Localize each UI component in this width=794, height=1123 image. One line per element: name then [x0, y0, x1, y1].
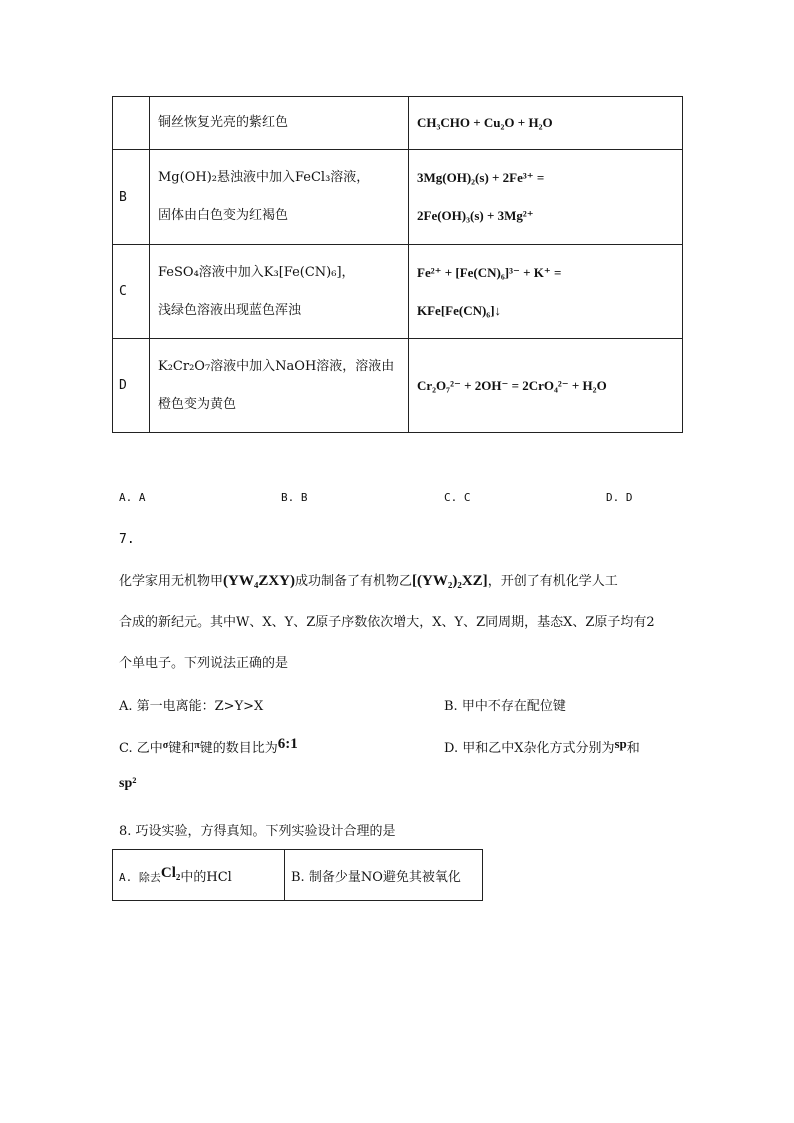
- description-line: 橙色变为黄色: [158, 396, 237, 412]
- row-description: [150, 97, 409, 150]
- row-letter: [113, 97, 150, 150]
- row-equation: [409, 97, 683, 150]
- cl2-formula: Cl₂: [160, 865, 181, 881]
- q8-stem: 8. 巧设实验，方得真知。下列实验设计合理的是: [119, 824, 396, 839]
- q6-option-a[interactable]: A. A: [119, 491, 146, 504]
- equation-line: Fe²⁺ + [Fe(CN)₆]³⁻ + K⁺ =: [417, 264, 562, 280]
- q8-cell-a-text: 中的HCl: [180, 870, 232, 885]
- table-row: [113, 97, 683, 150]
- row-description: [150, 339, 409, 433]
- description-line: 铜丝恢复光亮的紫红色: [158, 115, 289, 130]
- row-letter: D: [113, 339, 150, 433]
- table-row: [113, 339, 683, 433]
- q8-cell-a[interactable]: [113, 850, 285, 901]
- equation-line: 2Fe(OH)₃(s) + 3Mg²⁺: [417, 208, 534, 223]
- equation-line: Cr₂O₇²⁻ + 2OH⁻ = 2CrO₄²⁻ + H₂O: [417, 377, 607, 393]
- description-line: 固体由白色变为红褐色: [158, 208, 289, 223]
- q7-option-c[interactable]: [119, 736, 298, 756]
- q7-stem-text: ，开创了有机化学人工: [487, 574, 618, 589]
- sp-hybrid: sp: [614, 736, 627, 751]
- q7-formula-jia: (YW₄ZXY): [223, 573, 296, 589]
- q7-option-c-text: C. 乙中: [119, 741, 163, 756]
- q7-formula-yi: [(YW₂)₂XZ]: [412, 573, 488, 589]
- q6-option-d[interactable]: D. D: [606, 491, 633, 504]
- description-line: 浅绿色溶液出现蓝色浑浊: [158, 302, 302, 318]
- row-description: [150, 150, 409, 245]
- q7-option-d-text: 和: [626, 741, 640, 756]
- q7-option-a[interactable]: A. 第一电离能：Z>Y>X: [119, 699, 264, 714]
- q8-table: [112, 849, 483, 901]
- q6-option-c[interactable]: C. C: [444, 491, 471, 504]
- pi-symbol: π: [194, 740, 200, 751]
- sigma-symbol: σ: [162, 740, 169, 751]
- row-equation: [409, 339, 683, 433]
- q7-option-d-text: D. 甲和乙中X杂化方式分别为: [444, 741, 615, 756]
- description-line: Mg(OH)₂悬浊液中加入FeCl₃溶液，: [158, 170, 370, 185]
- equation-line: 3Mg(OH)₂(s) + 2Fe³⁺ =: [417, 170, 545, 185]
- table-row: [113, 245, 683, 339]
- q7-option-b[interactable]: B. 甲中不存在配位键: [444, 699, 566, 714]
- bond-ratio: 6:1: [277, 736, 298, 752]
- q7-stem-text: 成功制备了有机物乙: [295, 574, 413, 589]
- row-letter: B: [113, 150, 150, 245]
- q7-stem-text: 化学家用无机物甲: [119, 574, 224, 589]
- q7-option-d[interactable]: [444, 736, 640, 756]
- q7-option-c-text: 键的数目比为: [199, 741, 278, 756]
- q7-stem-line2: 合成的新纪元。其中W、X、Y、Z原子序数依次增大，X、Y、Z同周期，基态X、Z原子均有2: [119, 615, 655, 630]
- description-line: K₂Cr₂O₇溶液中加入NaOH溶液，溶液由: [158, 358, 395, 374]
- table-row: [113, 150, 683, 245]
- row-description: [150, 245, 409, 339]
- q7-number: 7.: [119, 532, 135, 547]
- q8-cell-a-text: A. 除去: [119, 871, 161, 884]
- q7-stem-line1: [119, 570, 618, 590]
- q7-stem-line3: 个单电子。下列说法正确的是: [119, 656, 289, 671]
- q6-option-b[interactable]: B. B: [281, 491, 308, 504]
- row-equation: [409, 245, 683, 339]
- sp2-hybrid: sp²: [119, 776, 137, 791]
- row-equation: [409, 150, 683, 245]
- description-line: FeSO₄溶液中加入K₃[Fe(CN)₆]，: [158, 264, 355, 280]
- q7-option-c-text: 键和: [168, 741, 195, 756]
- equation-line: KFe[Fe(CN)₆]↓: [417, 302, 502, 318]
- q6-table: [112, 96, 683, 433]
- q8-cell-b[interactable]: B. 制备少量NO避免其被氧化: [285, 850, 483, 901]
- row-letter: C: [113, 245, 150, 339]
- equation-line: CH₃CHO + Cu₂O + H₂O: [417, 115, 553, 130]
